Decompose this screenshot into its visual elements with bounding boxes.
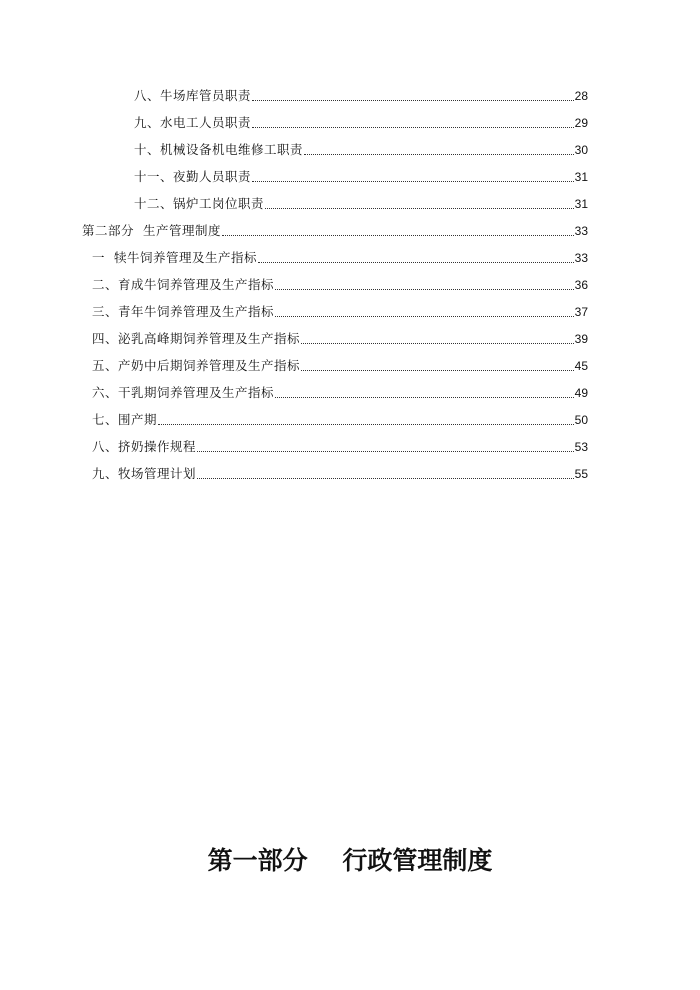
toc-entry-page: 33 [574, 224, 588, 238]
toc-part-entry[interactable] [82, 221, 588, 241]
toc-entry-label: 七、围产期 [92, 412, 158, 427]
toc-entry[interactable] [92, 464, 588, 484]
dot-leader [275, 289, 574, 290]
dot-leader [275, 397, 574, 398]
toc-entry-label: 三、青年牛饲养管理及生产指标 [92, 304, 275, 319]
toc-entry-page: 53 [574, 440, 588, 454]
dot-leader [252, 181, 574, 182]
toc-entry-page: 29 [574, 116, 588, 130]
dot-leader [197, 451, 574, 452]
toc-entry-label: 一 犊牛饲养管理及生产指标 [92, 250, 257, 265]
toc-entry-page: 36 [574, 278, 588, 292]
toc-entry-label: 六、干乳期饲养管理及生产指标 [92, 385, 275, 400]
toc-entry-page: 50 [574, 413, 588, 427]
toc-entry-page: 45 [574, 359, 588, 373]
toc-entry-page: 55 [574, 467, 588, 481]
toc-entry-page: 31 [574, 197, 588, 211]
toc-entry[interactable] [92, 410, 588, 430]
toc-entry-page: 31 [574, 170, 588, 184]
toc-entry[interactable] [134, 167, 588, 187]
toc-entry-label: 九、水电工人员职责 [134, 115, 252, 130]
toc-entry[interactable] [92, 329, 588, 349]
dot-leader [252, 100, 574, 101]
dot-leader [258, 262, 574, 263]
dot-leader [265, 208, 574, 209]
toc-entry-label: 十、机械设备机电维修工职责 [134, 142, 304, 157]
toc-entry-page: 37 [574, 305, 588, 319]
toc-entry-label: 八、挤奶操作规程 [92, 439, 197, 454]
toc-entry-label: 九、牧场管理计划 [92, 466, 197, 481]
dot-leader [301, 343, 574, 344]
toc-entry[interactable] [92, 302, 588, 322]
toc-entry-label: 十二、锅炉工岗位职责 [134, 196, 265, 211]
dot-leader [197, 478, 574, 479]
toc-entry-label: 二、育成牛饲养管理及生产指标 [92, 277, 275, 292]
toc-entry-label: 五、产奶中后期饲养管理及生产指标 [92, 358, 301, 373]
toc-entry[interactable] [92, 275, 588, 295]
toc-entry[interactable] [92, 356, 588, 376]
toc-entry[interactable] [134, 140, 588, 160]
toc-entry-page: 28 [574, 89, 588, 103]
toc-entry-label: 八、牛场库管员职责 [134, 88, 252, 103]
toc-entry-label: 四、泌乳高峰期饲养管理及生产指标 [92, 331, 301, 346]
dot-leader [222, 235, 574, 236]
toc-entry[interactable] [92, 437, 588, 457]
part-one-title: 第一部分 行政管理制度 [207, 845, 493, 875]
dot-leader [252, 127, 574, 128]
toc-entry-page: 30 [574, 143, 588, 157]
toc-entry-label: 十一、夜勤人员职责 [134, 169, 252, 184]
dot-leader [301, 370, 574, 371]
dot-leader [275, 316, 574, 317]
toc-entry-page: 49 [574, 386, 588, 400]
dot-leader [304, 154, 574, 155]
toc-entry[interactable] [134, 194, 588, 214]
toc-entry[interactable] [92, 383, 588, 403]
toc-entry[interactable] [92, 248, 588, 268]
toc-entry-page: 39 [574, 332, 588, 346]
toc-entry-label: 第二部分 生产管理制度 [82, 223, 221, 238]
toc-entry-page: 33 [574, 251, 588, 265]
toc-entry[interactable] [134, 86, 588, 106]
dot-leader [158, 424, 574, 425]
toc-entry[interactable] [134, 113, 588, 133]
